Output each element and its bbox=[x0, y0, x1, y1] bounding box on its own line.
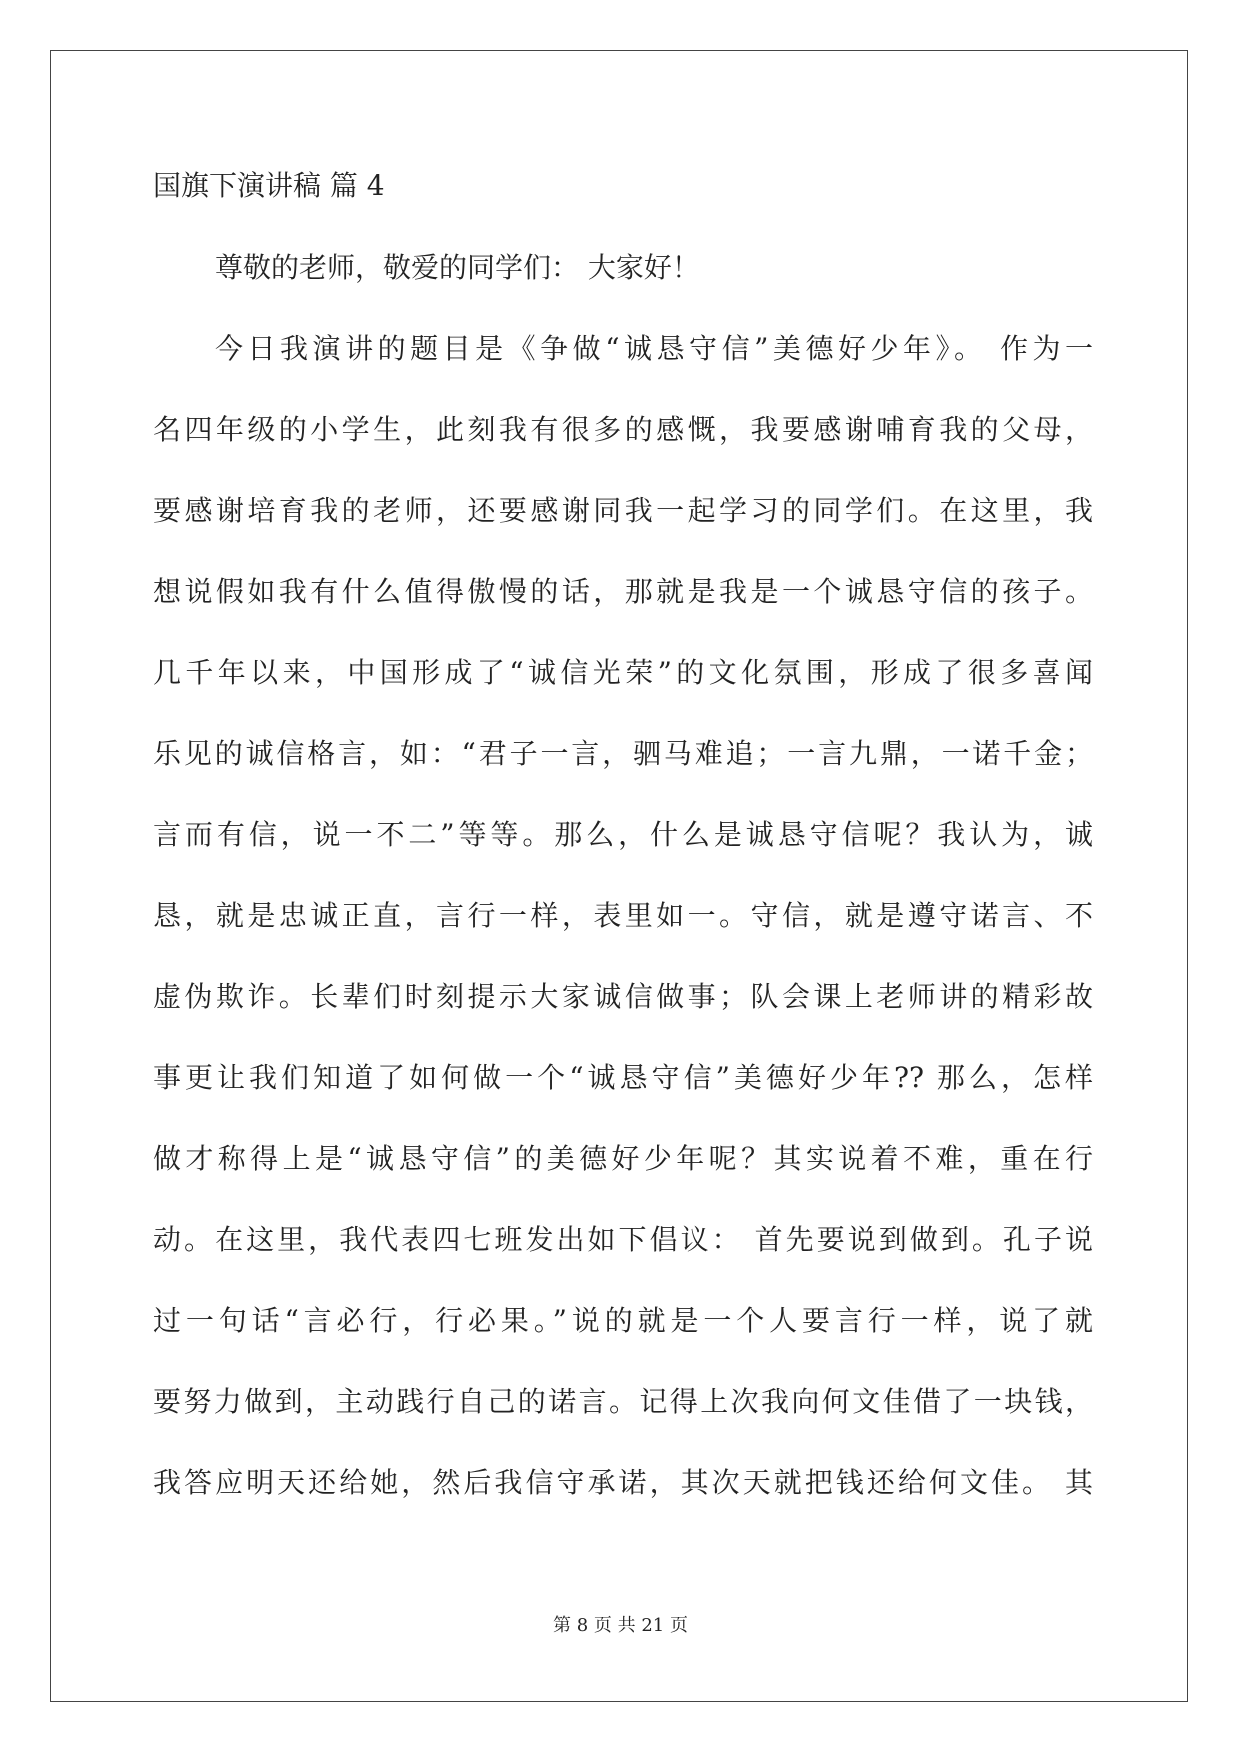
paragraph-line: 几千年以来，中国形成了“诚信光荣”的文化氛围，形成了很多喜闻 bbox=[153, 656, 1093, 689]
paragraph-line: 今日我演讲的题目是《争做“诚恳守信”美德好少年》。 作为一 bbox=[215, 332, 1093, 365]
document-body bbox=[153, 166, 1093, 1544]
document-title: 国旗下演讲稿 篇 4 bbox=[153, 169, 385, 202]
page-number-footer: 第 8 页 共 21 页 bbox=[553, 1615, 688, 1636]
paragraph-line: 恳，就是忠诚正直，言行一样，表里如一。守信，就是遵守诺言、不 bbox=[153, 899, 1093, 932]
paragraph-line: 事更让我们知道了如何做一个“诚恳守信”美德好少年?? 那么，怎样 bbox=[153, 1061, 1093, 1094]
paragraph-line: 名四年级的小学生，此刻我有很多的感慨，我要感谢哺育我的父母， bbox=[153, 413, 1093, 446]
paragraph-line: 乐见的诚信格言，如：“君子一言，驷马难追；一言九鼎，一诺千金； bbox=[153, 737, 1093, 770]
paragraph-line: 要努力做到，主动践行自己的诺言。记得上次我向何文佳借了一块钱， bbox=[153, 1385, 1093, 1418]
paragraph-line: 要感谢培育我的老师，还要感谢同我一起学习的同学们。在这里，我 bbox=[153, 494, 1093, 527]
paragraph-line: 言而有信，说一不二”等等。那么，什么是诚恳守信呢？我认为，诚 bbox=[153, 818, 1093, 851]
greeting-line: 尊敬的老师，敬爱的同学们： 大家好！ bbox=[215, 251, 700, 284]
paragraph-line: 过一句话“言必行，行必果。”说的就是一个人要言行一样，说了就 bbox=[153, 1304, 1093, 1337]
paragraph-line: 想说假如我有什么值得傲慢的话，那就是我是一个诚恳守信的孩子。 bbox=[153, 575, 1093, 608]
paragraph-line: 虚伪欺诈。长辈们时刻提示大家诚信做事；队会课上老师讲的精彩故 bbox=[153, 980, 1093, 1013]
paragraph-line: 我答应明天还给她，然后我信守承诺，其次天就把钱还给何文佳。 其 bbox=[153, 1466, 1093, 1499]
paragraph-line: 做才称得上是“诚恳守信”的美德好少年呢？其实说着不难，重在行 bbox=[153, 1142, 1093, 1175]
paragraph-line: 动。在这里，我代表四七班发出如下倡议： 首先要说到做到。孔子说 bbox=[153, 1223, 1093, 1256]
